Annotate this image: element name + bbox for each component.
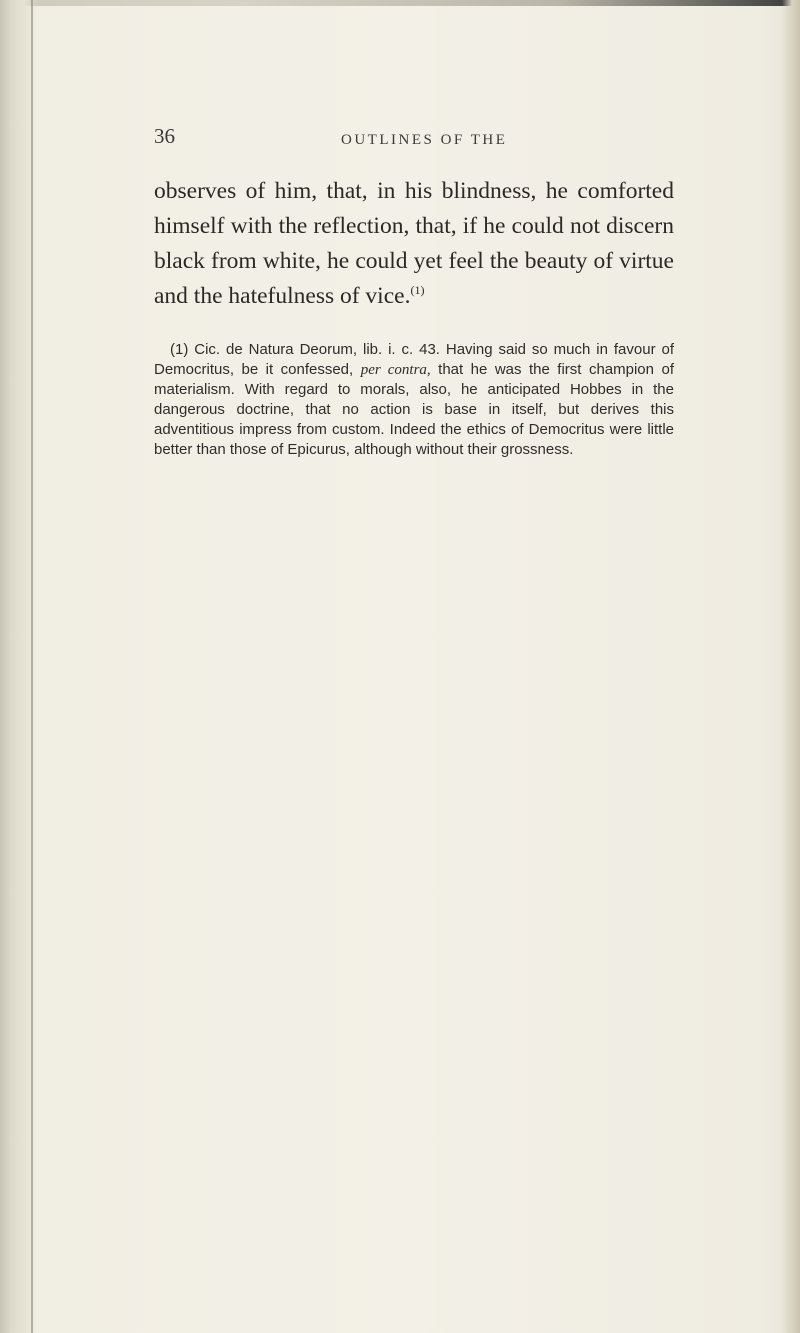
- page-top-edge: [0, 0, 800, 6]
- main-paragraph: [154, 174, 674, 314]
- footnote: [154, 340, 674, 460]
- page-right-edge: [782, 0, 800, 1333]
- footnote-marker: (1): [170, 341, 189, 358]
- binding-line: [31, 0, 33, 1333]
- running-head: [154, 124, 674, 164]
- page-number: 36: [154, 124, 175, 148]
- paragraph-text: observes of him, that, in his blindness, he comforted himself with the reflection, that, if he could not discern black from white, he could yet feel the beauty of virtue and the hatefulness of vice.: [154, 178, 674, 309]
- footnote-reference: (1): [410, 283, 425, 298]
- footnote-text-part-2: that he was the first champion of materialism. With regard to morals, also, he anticipated Hobbes in the dangerous doctrine, that no action is base in itself, but derives this adventitious impress from custom. Indeed the ethics of Democritus were little better than those of Epicurus, although without their grossness.: [154, 361, 674, 458]
- footnote-italic-phrase: per contra,: [360, 362, 431, 378]
- footnote-text-part-1: Cic. de Natura Deorum, lib. i. c. 43. Having said so much in favour of Democritus, be it confessed,: [154, 341, 674, 378]
- running-title: OUTLINES OF THE: [341, 132, 508, 148]
